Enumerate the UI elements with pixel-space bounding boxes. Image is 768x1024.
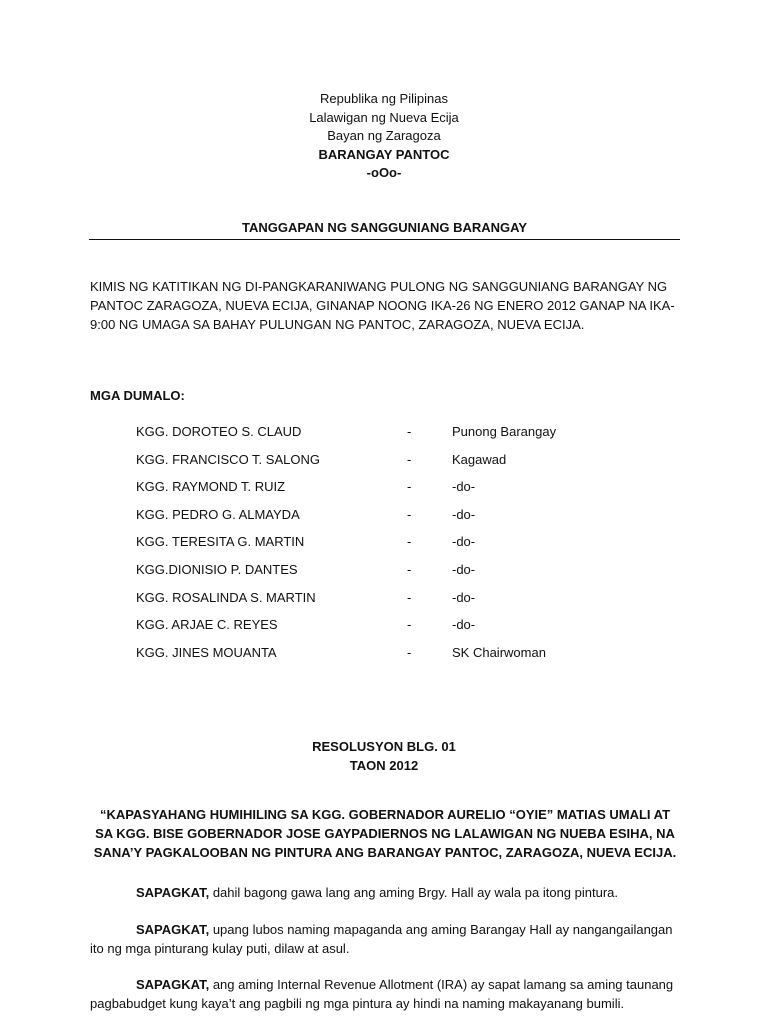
attendee-name: KGG. DOROTEO S. CLAUD [136, 424, 302, 439]
resolution-title: “KAPASYAHANG HUMIHILING SA KGG. GOBERNADOR AURELIO “OYIE” MATIAS UMALI AT SA KGG. BISE GOBERNADOR JOSE GAYPADIERNOS NG LALAWIGAN NG NUEBA ESIHA, NA SANA’Y PAGKALOOBAN NG PINTURA ANG BARANGAY PANTOC, ZARAGOZA, NUEVA ECIJA. [93, 807, 677, 860]
whereas-clause [90, 921, 680, 958]
attendee-role: SK Chairwoman [452, 644, 546, 660]
whereas-text: ang aming Internal Revenue Allotment (IRA) ay sapat lamang sa aming taunang pagbabudget kung kaya’t ang pagbili ng mga pintura ay hindi na naming makayanang bumili. [90, 977, 674, 1011]
whereas-clause [90, 884, 680, 903]
attendee-name: KGG. ROSALINDA S. MARTIN [136, 589, 316, 605]
attendee-name: KGG. PEDRO G. ALMAYDA [136, 506, 300, 522]
attendee-role: -do- [452, 479, 476, 495]
attendee-row [136, 507, 696, 535]
attendee-dash: - [407, 506, 412, 522]
whereas-text: upang lubos naming mapaganda ang aming Barangay Hall ay nangangailangan ito ng mga pinturang kulay puti, dilaw at asul. [90, 922, 673, 956]
attendee-role: -do- [452, 561, 476, 577]
attendee-row [136, 534, 696, 562]
whereas-keyword: SAPAGKAT, [136, 922, 210, 937]
attendee-dash: - [407, 561, 412, 577]
whereas-clause [90, 976, 680, 1013]
attendee-dash: - [407, 424, 412, 439]
attendee-name: KGG.DIONISIO P. DANTES [136, 561, 298, 577]
whereas-keyword: SAPAGKAT, [136, 977, 210, 992]
letterhead [0, 90, 768, 183]
attendee-dash: - [407, 617, 412, 633]
resolution-number: RESOLUSYON BLG. 01 [312, 739, 456, 754]
province-line: Lalawigan ng Nueva Ecija [309, 109, 459, 125]
whereas-keyword: SAPAGKAT, [136, 885, 210, 900]
attendee-dash: - [407, 644, 412, 660]
office-title: TANGGAPAN NG SANGGUNIANG BARANGAY [241, 220, 528, 235]
ornament-line: -oOo- [366, 165, 402, 180]
attendee-row [136, 562, 696, 590]
attendees-list [136, 424, 696, 672]
attendee-row [136, 590, 696, 618]
attendee-row [136, 424, 696, 452]
attendee-name: KGG. TERESITA G. MARTIN [136, 534, 305, 550]
attendee-dash: - [407, 589, 412, 605]
attendee-row [136, 479, 696, 507]
attendee-name: KGG. FRANCISCO T. SALONG [136, 451, 320, 467]
resolution-heading [0, 737, 768, 775]
attendee-role: -do- [452, 534, 476, 550]
divider-rule [89, 239, 680, 240]
whereas-text: dahil bagong gawa lang ang aming Brgy. Hall ay wala pa itong pintura. [209, 885, 619, 900]
attendee-name: KGG. ARJAE C. REYES [136, 617, 278, 633]
attendee-role: -do- [452, 617, 476, 633]
attendee-role: Punong Barangay [452, 424, 557, 439]
attendee-row [136, 452, 696, 480]
attendee-role: Kagawad [452, 451, 507, 467]
resolution-year: TAON 2012 [349, 758, 419, 773]
attendee-role: -do- [452, 589, 476, 605]
attendees-label: MGA DUMALO: [90, 388, 185, 403]
attendee-dash: - [407, 534, 412, 550]
attendee-dash: - [407, 479, 412, 495]
attendee-name: KGG. JINES MOUANTA [136, 644, 277, 660]
minutes-intro: KIMIS NG KATITIKAN NG DI-PANGKARANIWANG PULONG NG SANGGUNIANG BARANGAY NG PANTOC ZARAGOZA, NUEVA ECIJA, GINANAP NOONG IKA-26 NG ENERO 2012 GANAP NA IKA-9:00 NG UMAGA SA BAHAY PULUNGAN NG PANTOC, ZARAGOZA, NUEVA ECIJA. [90, 279, 675, 332]
country-line: Republika ng Pilipinas [320, 91, 448, 106]
town-line: Bayan ng Zaragoza [327, 128, 441, 143]
attendee-row [136, 645, 696, 673]
attendee-dash: - [407, 451, 412, 467]
attendee-role: -do- [452, 506, 476, 522]
attendee-row [136, 617, 696, 645]
attendee-name: KGG. RAYMOND T. RUIZ [136, 479, 286, 495]
barangay-line: BARANGAY PANTOC [318, 146, 450, 162]
